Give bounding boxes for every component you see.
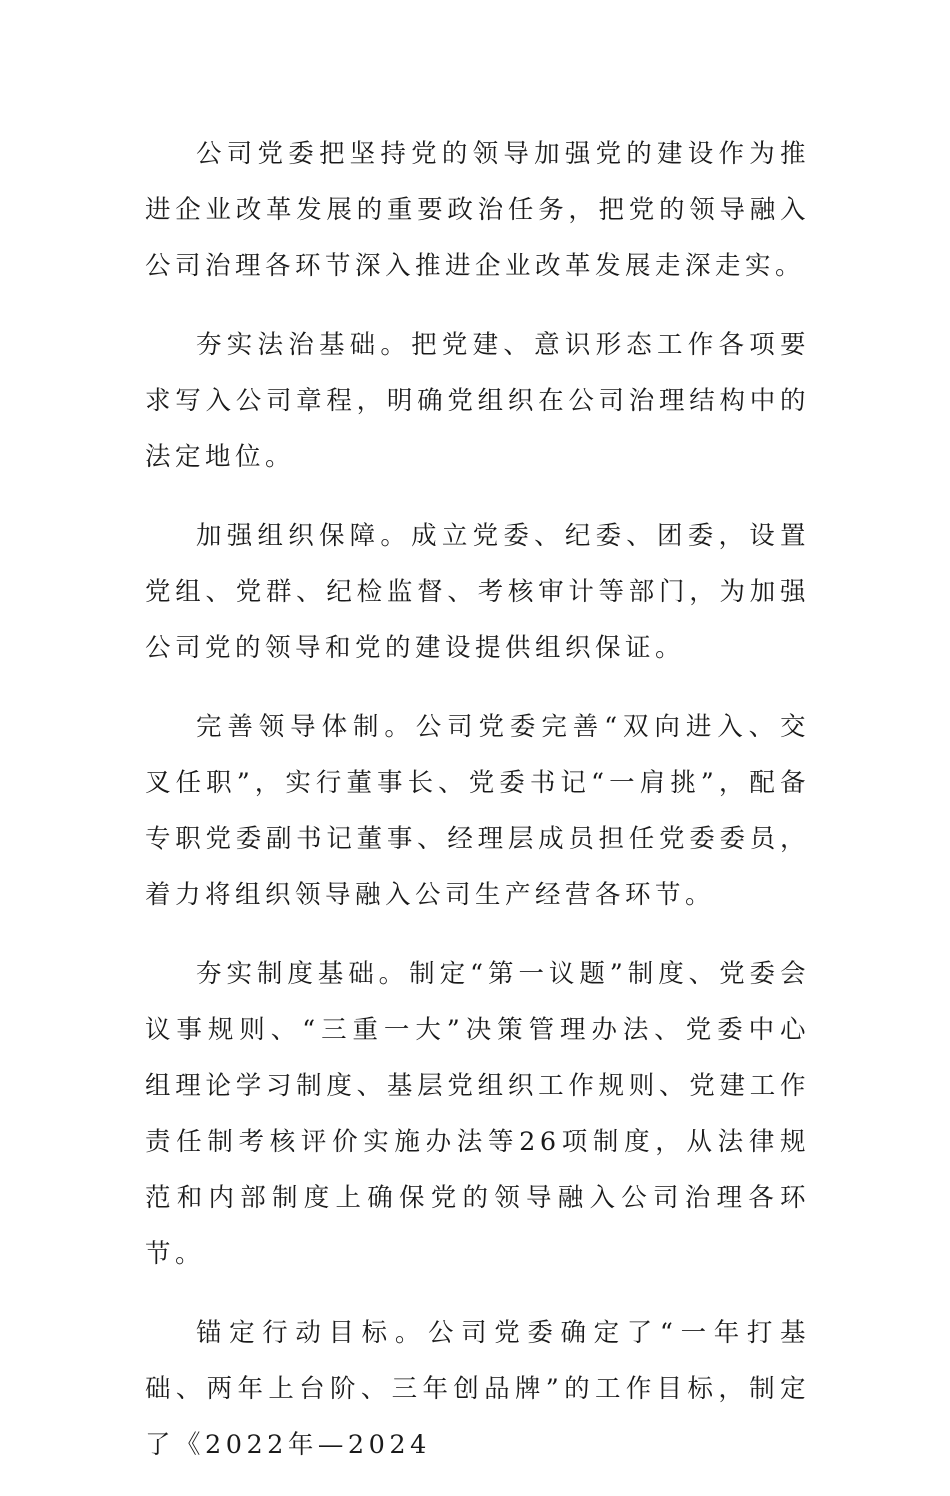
paragraph-intro: 公司党委把坚持党的领导加强党的建设作为推进企业改革发展的重要政治任务，把党的领导融入公司治理各环节深入推进企业改革发展走深走实。 [145,139,810,281]
paragraph-institutional-foundation: 夯实制度基础。制定“第一议题”制度、党委会议事规则、“三重一大”决策管理办法、党委中心组理论学习制度、基层党组织工作规则、党建工作责任制考核评价实施办法等26项制度，从法律规范和内部制度上确保党的领导融入公司治理各环节。 [145,959,810,1269]
document-body [145,126,810,1496]
paragraph-leadership-system: 完善领导体制。公司党委完善“双向进入、交叉任职”，实行董事长、党委书记“一肩挑”，配备专职党委副书记董事、经理层成员担任党委委员，着力将组织领导融入公司生产经营各环节。 [145,712,810,910]
paragraph-action-goals: 锚定行动目标。公司党委确定了“一年打基础、两年上台阶、三年创品牌”的工作目标，制定了《2022年—2024 [145,1318,810,1460]
paragraph-organization-guarantee: 加强组织保障。成立党委、纪委、团委，设置党组、党群、纪检监督、考核审计等部门，为加强公司党的领导和党的建设提供组织保证。 [145,521,810,663]
paragraph-legal-foundation: 夯实法治基础。把党建、意识形态工作各项要求写入公司章程，明确党组织在公司治理结构中的法定地位。 [145,330,810,472]
